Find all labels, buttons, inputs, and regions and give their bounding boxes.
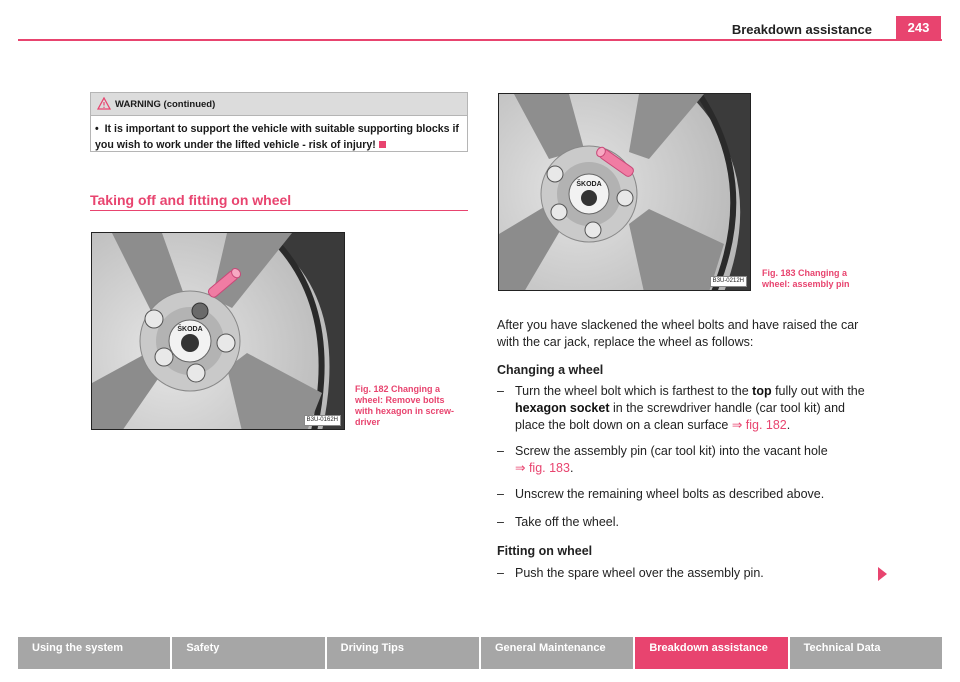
fitting-wheel-heading: Fitting on wheel <box>497 544 593 558</box>
footer-nav <box>18 637 942 669</box>
step-5: Push the spare wheel over the assembly pin. <box>515 566 764 580</box>
figure-183-caption: Fig. 183 Changing a wheel: assembly pin <box>762 268 850 289</box>
step-1 <box>515 383 875 434</box>
figure-183-code: B3U-0212H <box>710 276 747 287</box>
figure-182-brand: ŠKODA <box>177 326 203 333</box>
section-heading: Taking off and fitting on wheel <box>90 192 292 208</box>
figure-182-caption: Fig. 182 Changing a wheel: Remove bolts with hexagon in screw-driver <box>355 384 455 427</box>
step-1-text-c: in the screwdriver handle (car tool kit) and place the bolt down on a clean surface <box>515 401 846 432</box>
footer-tab-breakdown-assistance[interactable]: Breakdown assistance <box>635 637 787 669</box>
footer-tab-using-the-system[interactable]: Using the system <box>18 637 170 669</box>
step-2-text: Screw the assembly pin (car tool kit) into the vacant hole <box>515 444 828 458</box>
end-marker-icon <box>379 141 386 148</box>
warning-box <box>90 92 468 152</box>
step-3: Unscrew the remaining wheel bolts as described above. <box>515 487 825 501</box>
step-1-text-b: fully out with the <box>771 384 865 398</box>
step-2 <box>515 443 875 477</box>
step-1-period: . <box>786 418 791 432</box>
figure-182-image <box>91 232 345 430</box>
page-title: Breakdown assistance <box>731 22 872 37</box>
step-1-top: top <box>752 384 772 398</box>
warning-title: WARNING (continued) <box>115 99 216 110</box>
page-number: 243 <box>896 16 941 40</box>
changing-wheel-heading: Changing a wheel <box>497 363 604 377</box>
step-1-text-a: Turn the wheel bolt which is farthest to the <box>515 384 753 398</box>
dash-marker: – <box>497 566 504 580</box>
intro-paragraph: After you have slackened the wheel bolts and have raised the car with the car jack, replace the wheel as follows: <box>497 318 859 349</box>
warning-header <box>91 93 467 116</box>
figure-183-brand: ŠKODA <box>576 181 602 188</box>
footer-tab-general-maintenance[interactable]: General Maintenance <box>481 637 633 669</box>
footer-tab-technical-data[interactable]: Technical Data <box>790 637 942 669</box>
section-divider <box>90 210 468 211</box>
warning-triangle-icon <box>97 97 111 110</box>
step-2-period: . <box>569 461 574 475</box>
dash-marker: – <box>497 487 504 501</box>
next-page-arrow-icon[interactable] <box>878 567 887 581</box>
fig-182-link[interactable]: ⇒ fig. 182 <box>731 418 787 432</box>
fig-183-link[interactable]: ⇒ fig. 183 <box>515 461 570 475</box>
warning-body: It is important to support the vehicle with suitable supporting blocks if you wish to work under the lifted vehicle - risk of injury! <box>95 123 459 151</box>
warning-bullet: • <box>95 123 99 135</box>
footer-tab-driving-tips[interactable]: Driving Tips <box>327 637 479 669</box>
figure-182-code: B3U-0162H <box>304 415 341 426</box>
dash-marker: – <box>497 515 504 529</box>
figure-183-image <box>498 93 751 291</box>
header-divider <box>18 39 942 41</box>
step-1-socket: hexagon socket <box>515 401 610 415</box>
step-4: Take off the wheel. <box>515 515 620 529</box>
dash-marker: – <box>497 384 504 398</box>
dash-marker: – <box>497 444 504 458</box>
warning-text <box>91 116 467 153</box>
footer-tab-safety[interactable]: Safety <box>172 637 324 669</box>
